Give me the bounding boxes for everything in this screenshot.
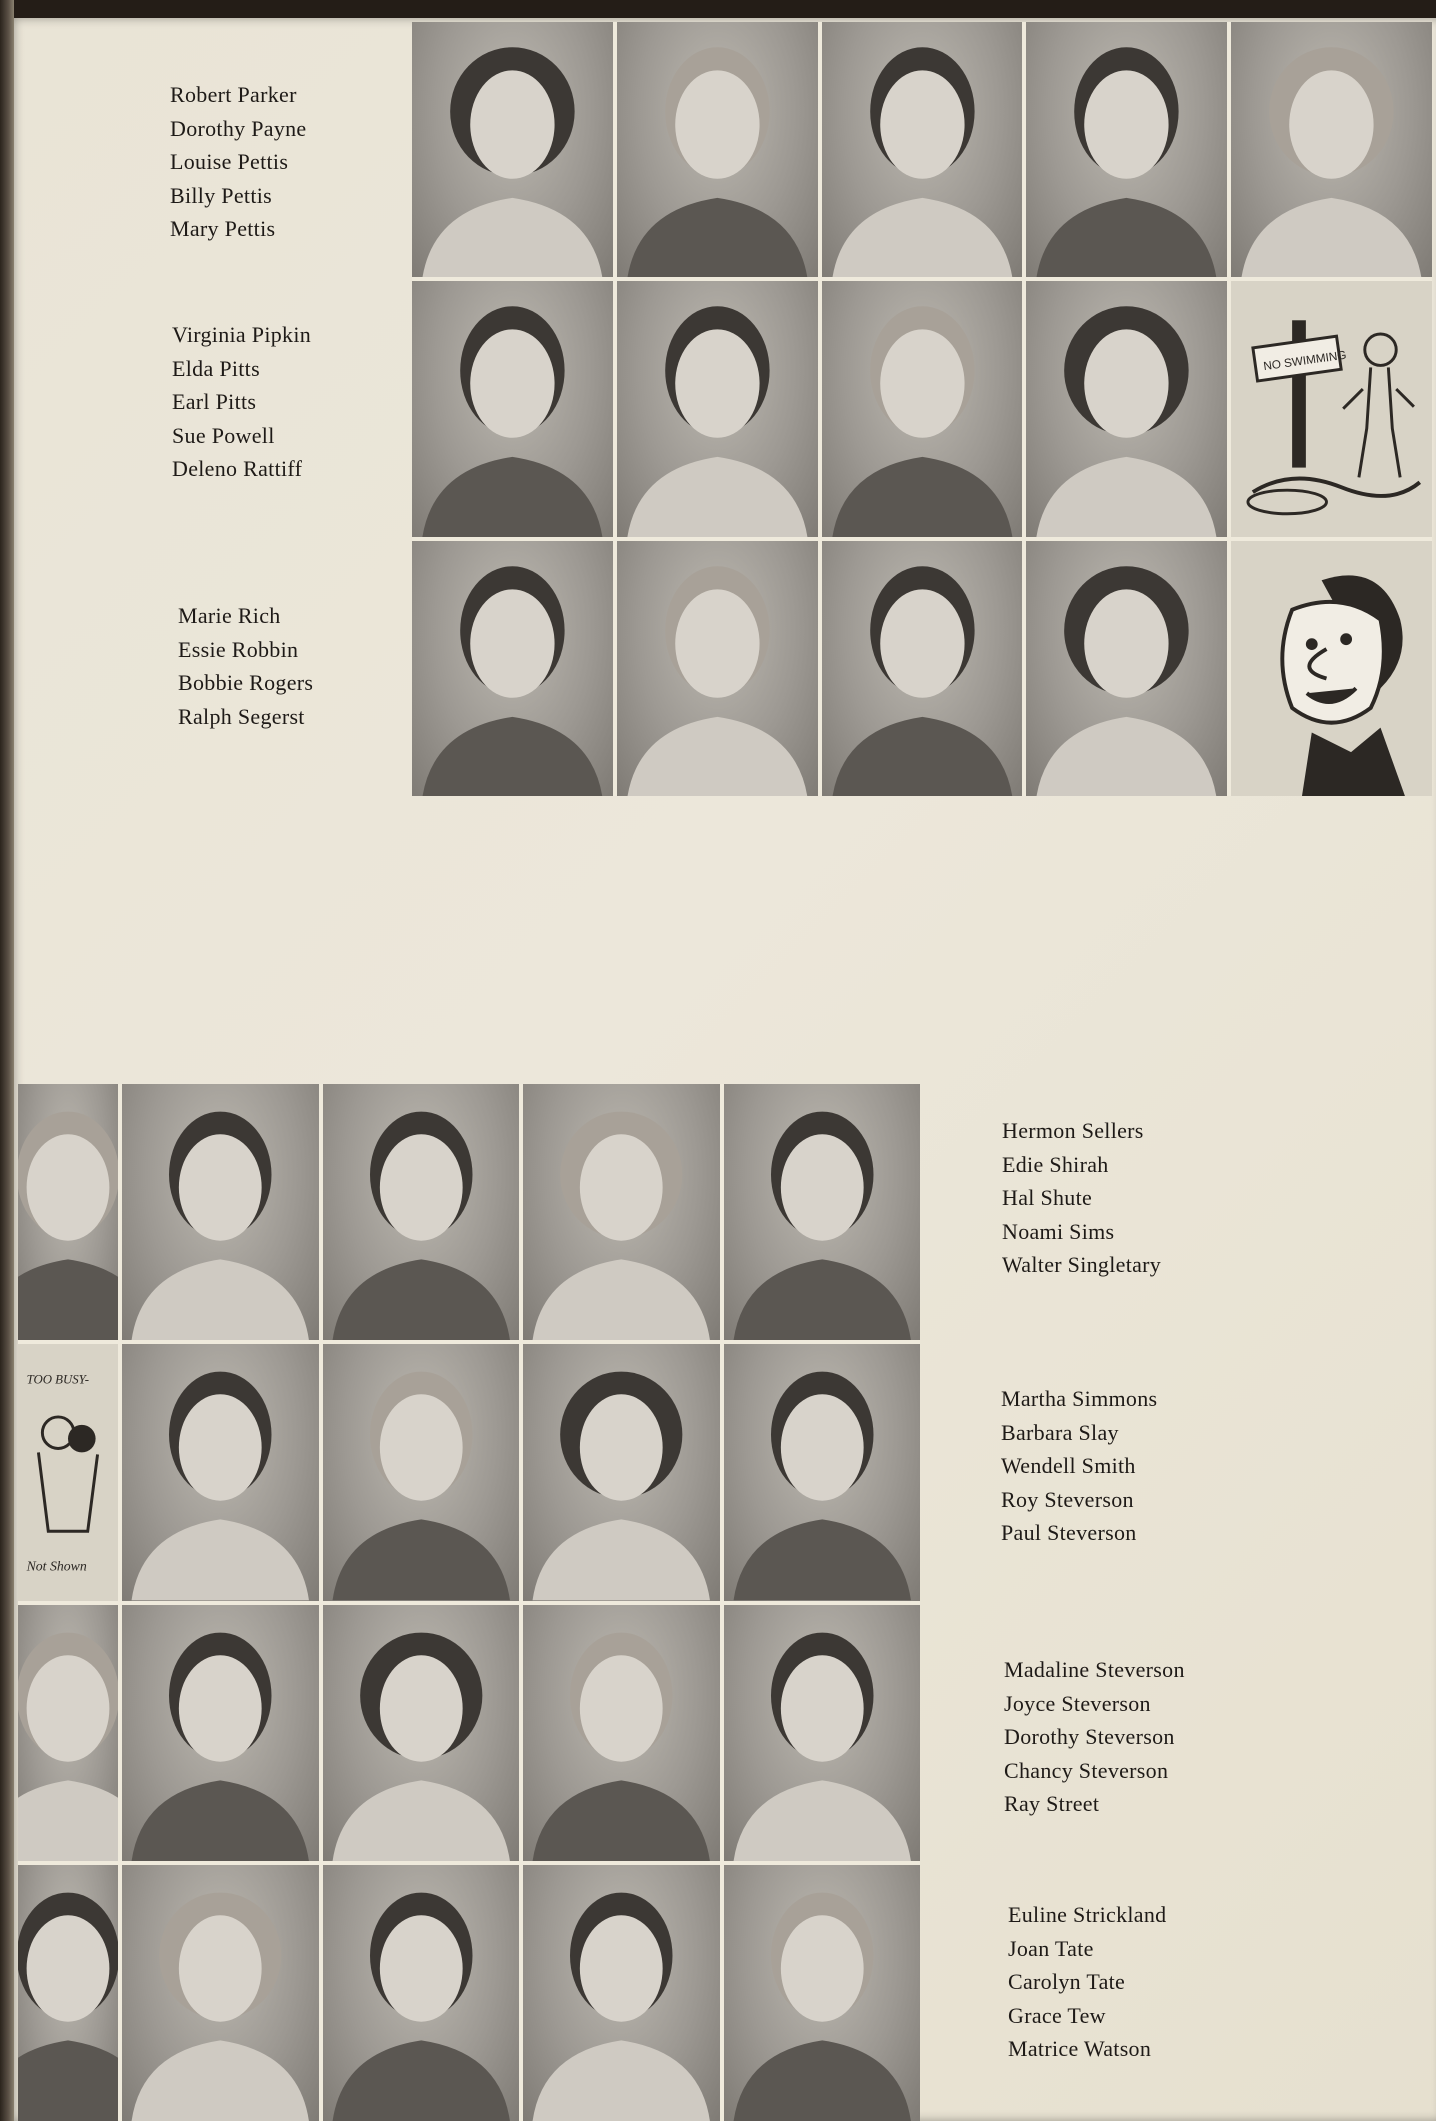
book-top-edge [0,0,1436,20]
portrait-silhouette [1026,541,1227,796]
student-name: Barbara Slay [1001,1419,1119,1445]
portrait-silhouette [412,281,613,536]
student-photo [323,1344,520,1600]
student-photo [1026,22,1227,277]
portrait-silhouette [323,1865,520,2121]
student-photo [412,281,613,536]
student-name: Matrice Watson [1008,2036,1152,2061]
photo-grid-top [412,22,1432,796]
portrait-silhouette [724,1084,921,1340]
student-photo [323,1084,520,1340]
photo-grid-bottom [18,1084,920,2121]
student-name: Chancy Steverson [1004,1757,1169,1783]
student-name: Virginia Pipkin [172,322,312,347]
student-photo [122,1605,319,1861]
student-name: Paul Steverson [1001,1520,1137,1545]
portrait-silhouette [617,281,818,536]
student-photo [323,1605,520,1861]
caricature-cartoon [1231,541,1432,796]
too-busy-cartoon-icon [18,1344,118,1600]
student-name: Euline Strickland [1008,1902,1167,1927]
cartoon-text-top: TOO BUSY- [26,1372,90,1387]
student-name: Robert Parker [170,82,297,107]
student-photo [523,1605,720,1861]
portrait-silhouette [323,1344,520,1600]
student-name: Deleno Rattiff [172,456,303,481]
student-name: Earl Pitts [172,389,257,414]
student-photo [18,1084,118,1340]
portrait-silhouette [18,1605,118,1861]
portrait-silhouette [122,1084,319,1340]
student-photo [724,1865,921,2121]
student-name: Joyce Steverson [1004,1690,1151,1716]
student-name: Joan Tate [1008,1935,1094,1961]
name-list-row-2 [172,318,311,486]
student-photo [617,281,818,536]
student-name: Marie Rich [178,603,281,628]
portrait-silhouette [724,1344,921,1600]
student-name: Louise Pettis [170,149,289,174]
student-name: Hal Shute [1002,1185,1093,1210]
student-photo [1026,541,1227,796]
student-name: Noami Sims [1002,1218,1115,1244]
name-list-row-4 [1002,1114,1161,1282]
student-name: Mary Pettis [170,216,276,241]
student-photo [1026,281,1227,536]
student-name: Hermon Sellers [1002,1118,1144,1143]
portrait-silhouette [122,1344,319,1600]
name-list-row-6 [1004,1653,1185,1821]
portrait-silhouette [1231,22,1432,277]
student-name: Madaline Steverson [1004,1657,1185,1682]
student-photo [822,281,1023,536]
name-list-row-5 [1001,1382,1157,1550]
student-photo [1231,22,1432,277]
cartoon-sign-text: NO SWIMMING [1262,348,1348,374]
no-swimming-cartoon [1231,281,1432,536]
portrait-silhouette [323,1084,520,1340]
student-name: Wendell Smith [1001,1453,1136,1478]
student-photo [724,1605,921,1861]
portrait-silhouette [617,541,818,796]
student-photo [122,1865,319,2121]
student-photo [323,1865,520,2121]
student-photo [18,1865,118,2121]
student-photo [822,541,1023,796]
student-name: Essie Robbin [178,636,299,662]
student-name: Ray Street [1004,1791,1100,1816]
student-name: Bobbie Rogers [178,670,314,695]
student-name: Edie Shirah [1002,1151,1109,1177]
student-name: Grace Tew [1008,2002,1106,2028]
student-photo [523,1344,720,1600]
portrait-silhouette [412,541,613,796]
student-photo [122,1344,319,1600]
student-name: Elda Pitts [172,355,260,381]
student-photo [724,1344,921,1600]
portrait-silhouette [122,1865,319,2121]
student-name: Dorothy Payne [170,115,307,141]
portrait-silhouette [822,281,1023,536]
student-name: Walter Singletary [1002,1252,1162,1277]
portrait-silhouette [724,1865,921,2121]
portrait-silhouette [523,1605,720,1861]
portrait-silhouette [523,1084,720,1340]
student-photo [724,1084,921,1340]
too-busy-cartoon [18,1344,118,1600]
student-name: Billy Pettis [170,182,273,208]
caricature-face-icon [1231,541,1432,796]
name-list-row-3 [178,599,313,733]
portrait-silhouette [323,1605,520,1861]
no-swimming-cartoon-icon [1231,281,1432,536]
name-list-row-1 [170,78,307,246]
student-photo [412,22,613,277]
student-name: Dorothy Steverson [1004,1724,1175,1749]
portrait-silhouette [822,22,1023,277]
portrait-silhouette [724,1605,921,1861]
portrait-silhouette [1026,22,1227,277]
name-list-row-7 [1008,1898,1166,2066]
student-photo [617,22,818,277]
student-name: Ralph Segerst [178,703,305,729]
student-photo [523,1865,720,2121]
portrait-silhouette [822,541,1023,796]
portrait-silhouette [412,22,613,277]
student-photo [822,22,1023,277]
portrait-silhouette [617,22,818,277]
portrait-silhouette [122,1605,319,1861]
portrait-silhouette [18,1084,118,1340]
book-spine [0,0,14,2121]
portrait-silhouette [523,1865,720,2121]
student-photo [18,1605,118,1861]
student-name: Sue Powell [172,422,275,448]
portrait-silhouette [1026,281,1227,536]
student-photo [523,1084,720,1340]
portrait-silhouette [18,1865,118,2121]
student-name: Martha Simmons [1001,1386,1158,1411]
student-photo [122,1084,319,1340]
cartoon-text-bottom: Not Shown [26,1558,87,1574]
student-photo [412,541,613,796]
student-photo [617,541,818,796]
portrait-silhouette [523,1344,720,1600]
student-name: Roy Steverson [1001,1486,1134,1512]
student-name: Carolyn Tate [1008,1969,1126,1994]
